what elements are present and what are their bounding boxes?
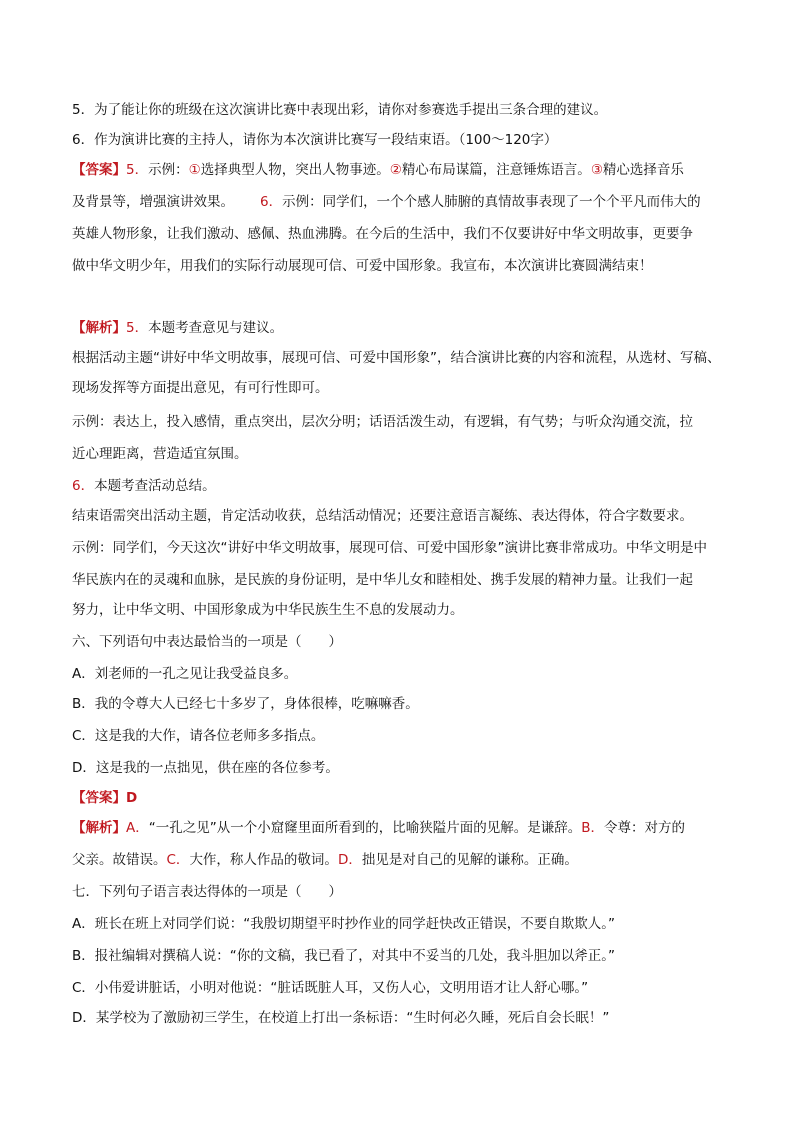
answer-marker: ① [188, 162, 201, 178]
answer-line-1 [72, 160, 684, 180]
analysis-text: 本题考查活动总结。 [94, 478, 216, 494]
analysis-number: 5． [126, 320, 149, 336]
analysis-marker: D． [337, 852, 362, 868]
answer-marker: ③ [590, 162, 603, 178]
option-a-text: A．班长在班上对同学们说：“我殷切期望平时抄作业的同学赶快改正错误，不要自欺欺人。” [72, 916, 615, 932]
question-6-text: 6．作为演讲比赛的主持人，请你为本次演讲比赛写一段结束语。（100～120字） [72, 132, 558, 148]
answer-line-3 [72, 224, 693, 244]
analysis-line-2 [72, 348, 721, 368]
answer-text: 精心布局谋篇，注意锤炼语言。 [401, 162, 591, 178]
option-b [72, 694, 419, 714]
analysis-line-3 [72, 378, 329, 398]
analysis-text: 示例：同学们，今天这次“讲好中华文明故事，展现可信、可爱中国形象”演讲比赛非常成功。中华文明是中 [72, 540, 707, 556]
option-a-text: A．刘老师的一孔之见让我受益良多。 [72, 666, 298, 682]
analysis-text: 令尊：对方的 [604, 820, 686, 836]
analysis-text: 近心理距离，营造适宜氛围。 [72, 446, 248, 462]
answer-tag: 【答案】 [72, 162, 126, 178]
analysis-text: 示例：表达上，投入感情，重点突出，层次分明；话语活泼生动，有逻辑，有气势；与听众沟通交流，拉 [72, 414, 693, 430]
question-six [72, 632, 342, 652]
analysis-text: 父亲。故错误。 [72, 852, 167, 868]
answer-number: 5． [126, 162, 149, 178]
answer-text: 及背景等，增强演讲效果。 [72, 194, 234, 210]
analysis-text: 结束语需突出活动主题，肯定活动收获，总结活动情况；还要注意语言凝练、表达得体，符合字数要求。 [72, 508, 693, 524]
question-seven-text: 七．下列句子语言表达得体的一项是（ ） [72, 884, 342, 900]
analysis-line-1 [72, 318, 283, 338]
question-5 [72, 100, 607, 120]
option-a [72, 914, 615, 934]
answer-choice: D [126, 790, 138, 806]
answer-text: 做中华文明少年，用我们的实际行动展现可信、可爱中国形象。我宣布，本次演讲比赛圆满结束！ [72, 258, 653, 274]
analysis-line-4 [72, 412, 693, 432]
analysis-six-line-2 [72, 850, 578, 870]
option-d-text: D．某学校为了激励初三学生，在校道上打出一条标语：“生时何必久睡，死后自会长眠！” [72, 1010, 610, 1026]
option-d [72, 1008, 609, 1028]
option-a [72, 664, 297, 684]
analysis-line-7 [72, 506, 693, 526]
answer-tag: 【答案】 [72, 790, 126, 806]
analysis-six-line-1 [72, 818, 685, 838]
analysis-text: 华民族内在的灵魂和血脉，是民族的身份证明，是中华儿女和睦相处、携手发展的精神力量。让我们一起 [72, 572, 693, 588]
option-c [72, 726, 324, 746]
analysis-text: 现场发挥等方面提出意见，有可行性即可。 [72, 380, 329, 396]
analysis-line-9 [72, 570, 693, 590]
analysis-line-6 [72, 476, 216, 496]
analysis-tag: 【解析】 [72, 320, 126, 336]
answer-text: 精心选择音乐 [602, 162, 684, 178]
analysis-text: 大作，称人作品的敬词。 [189, 852, 338, 868]
analysis-marker: C． [166, 852, 190, 868]
option-b-text: B．报社编辑对撰稿人说：“你的文稿，我已看了，对其中不妥当的几处，我斗胆加以斧正。” [72, 948, 615, 964]
analysis-tag: 【解析】 [72, 820, 126, 836]
analysis-marker: A． [126, 820, 149, 836]
option-c [72, 978, 588, 998]
analysis-marker: B． [581, 820, 605, 836]
answer-text: 英雄人物形象，让我们激动、感佩、热血沸腾。在今后的生活中，我们不仅要讲好中华文明故事，更要争 [72, 226, 693, 242]
answer-text: 选择典型人物，突出人物事迹。 [200, 162, 390, 178]
option-b-text: B．我的令尊大人已经七十多岁了，身体很棒，吃嘛嘛香。 [72, 696, 419, 712]
option-d [72, 758, 339, 778]
answer-text: 示例： [148, 162, 189, 178]
analysis-text: 努力，让中华文明、中国形象成为中华民族生生不息的发展动力。 [72, 602, 464, 618]
analysis-text: 根据活动主题“讲好中华文明故事，展现可信、可爱中国形象”，结合演讲比赛的内容和流程，从选材、写稿、 [72, 350, 721, 366]
option-d-text: D．这是我的一点拙见，供在座的各位参考。 [72, 760, 339, 776]
answer-six [72, 788, 137, 808]
question-6 [72, 130, 557, 150]
analysis-line-5 [72, 444, 248, 464]
analysis-line-10 [72, 600, 464, 620]
question-seven [72, 882, 342, 902]
question-six-text: 六、下列语句中表达最恰当的一项是（ ） [72, 634, 342, 650]
answer-line-2 [72, 192, 701, 212]
question-5-text: 5．为了能让你的班级在这次演讲比赛中表现出彩，请你对参赛选手提出三条合理的建议。 [72, 102, 608, 118]
answer-text: 示例：同学们，一个个感人肺腑的真情故事表现了一个个平凡而伟大的 [282, 194, 701, 210]
analysis-number: 6． [72, 478, 95, 494]
analysis-text: 本题考查意见与建议。 [148, 320, 284, 336]
option-b [72, 946, 615, 966]
answer-number: 6． [260, 194, 283, 210]
option-c-text: C．小伟爱讲脏话，小明对他说：“脏话既脏人耳，又伤人心，文明用语才让人舒心哪。” [72, 980, 589, 996]
analysis-text: 拙见是对自己的见解的谦称。正确。 [361, 852, 578, 868]
analysis-text: “一孔之见”从一个小窟窿里面所看到的，比喻狭隘片面的见解。是谦辞。 [148, 820, 582, 836]
analysis-line-8 [72, 538, 707, 558]
option-c-text: C．这是我的大作，请各位老师多多指点。 [72, 728, 325, 744]
answer-line-4 [72, 256, 653, 276]
answer-marker: ② [389, 162, 402, 178]
